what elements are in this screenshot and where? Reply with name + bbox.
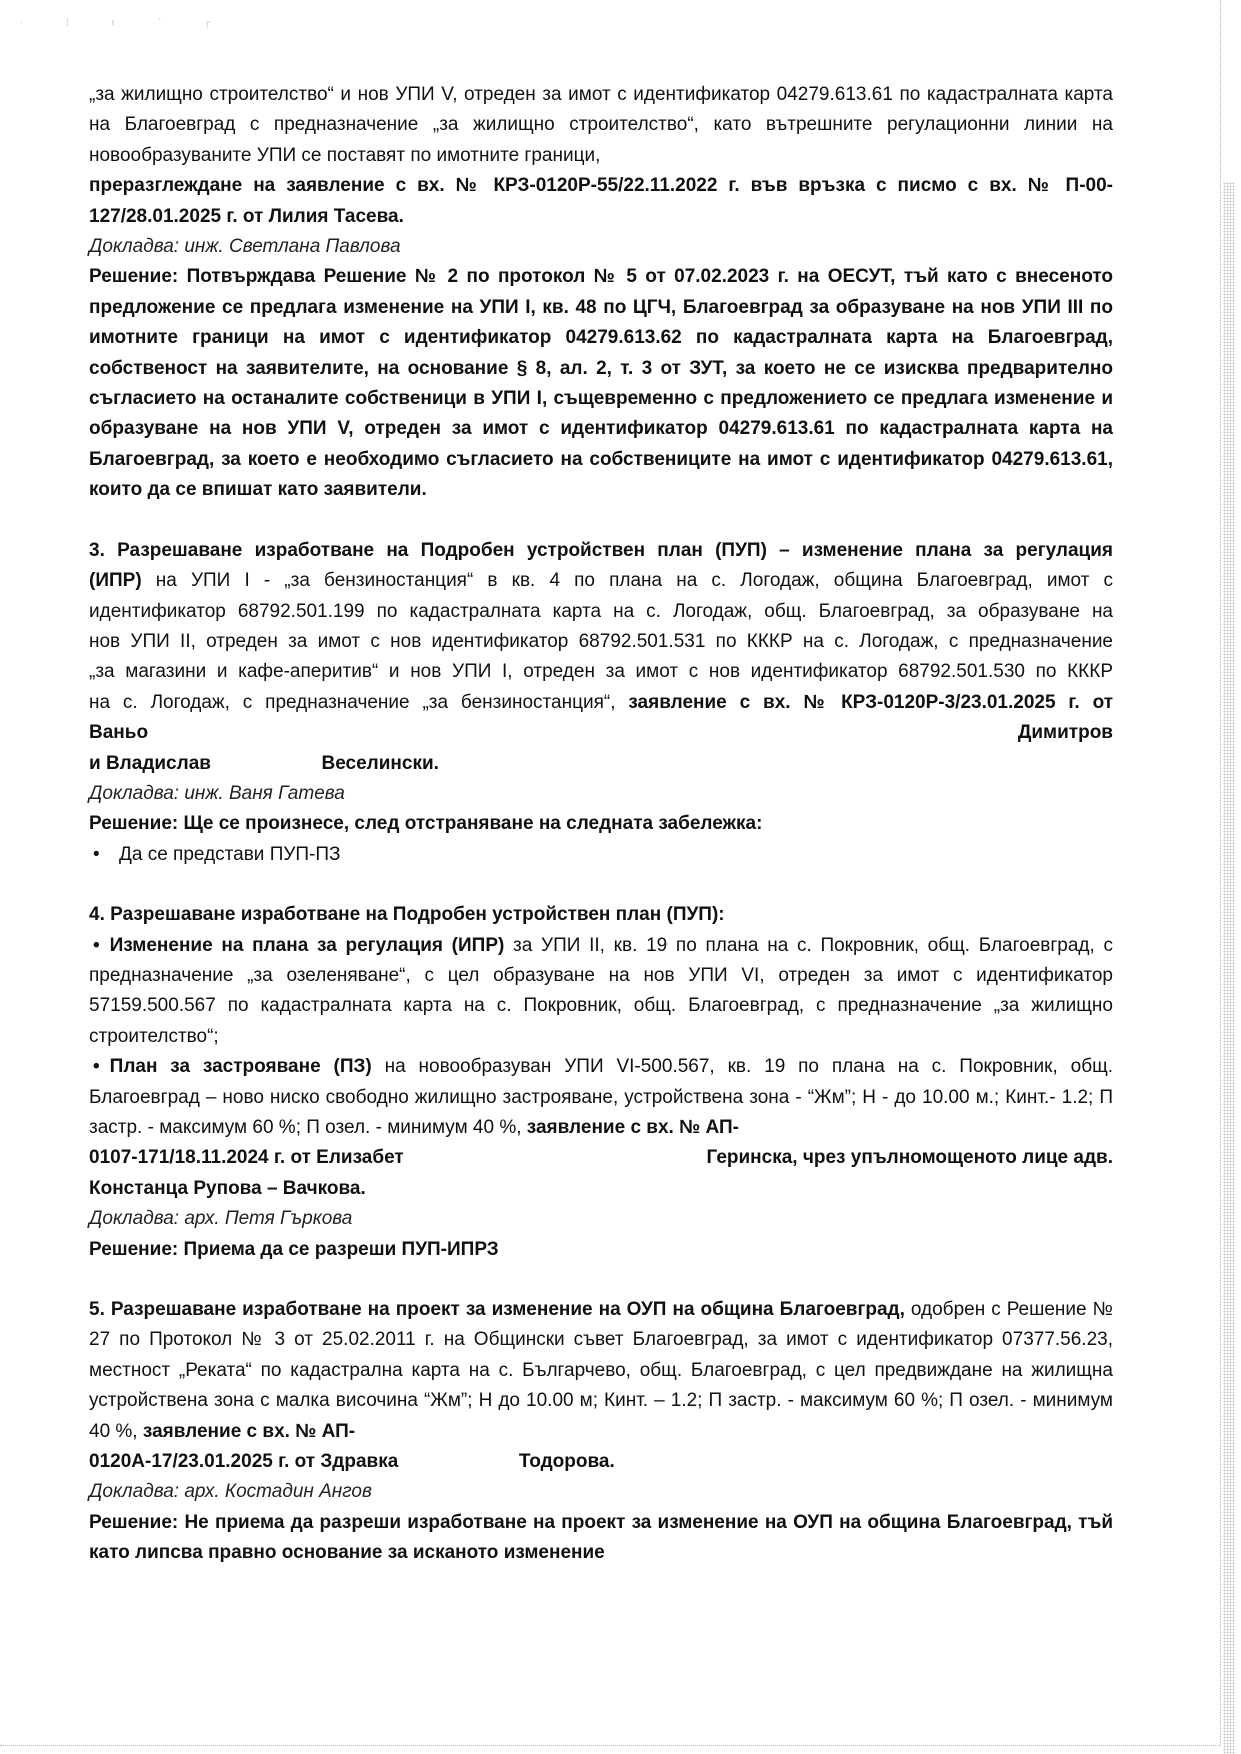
item-5-application-number: 0120А-17/23.01.2025 г. от Здравка (89, 1451, 399, 1473)
item-4-application: заявление с вх. № АП- (526, 1117, 740, 1138)
item-5 (89, 1295, 1113, 1569)
item-3-title: Разрешаване изработване на Подробен устройствен план (ПУП) – изменение плана за регулация (ИПР) (89, 539, 1114, 592)
item-3-decision: Решение: Ще се произнесе, след отстраняване на следната забележка: (89, 813, 763, 835)
item-4-heading (89, 900, 1113, 930)
item-5-description (89, 1295, 1113, 1447)
item-3-description (89, 536, 1113, 749)
spacer (89, 1265, 1113, 1295)
item-3-reporter: Докладва: инж. Ваня Гатева (89, 782, 345, 804)
item-4-reporter: Докладва: арх. Петя Гъркова (89, 1208, 353, 1230)
item-3-applicant-2: и Владислав (89, 752, 211, 774)
item-3-note-text: Да се представи ПУП-ПЗ (119, 843, 341, 865)
item-4-bullet-1 (89, 931, 1113, 1053)
bullet-icon: • (93, 843, 100, 865)
item-4-bullet-2 (89, 1052, 1113, 1143)
item-5-decision: Решение: Не приема да разреши изработване на проект за изменение на ОУП на община Благоевград, тъй като липсва правно основание за исканото изменение (89, 1511, 1113, 1564)
item-3 (89, 536, 1113, 870)
item-3-application-line-2 (89, 749, 1113, 779)
item-4-bullet-1-title: Изменение на плана за регулация (ИПР) (109, 934, 505, 956)
item-4-application-number: 0107-171/18.11.2024 г. от Елизабет (89, 1147, 404, 1169)
item-5-title: Разрешаване изработване на проект за изменение на ОУП на община Благоевград, (110, 1299, 905, 1321)
document-body (89, 80, 1113, 1569)
item-4-title: Разрешаване изработване на Подробен устройствен план (ПУП): (110, 904, 725, 926)
item-4-bullet-1-text: за УПИ II, кв. 19 по плана на с. Покровник, общ. Благоевград, с предназначение „за озеленяване“, с цел образуване на нов УПИ VI, отреден за имот с идентификатор 57159.500.567 по кадастралната карта на с. Покровник, общ. Благоевград, с предназначение „за жилищно строителство“; (89, 934, 1113, 1047)
scan-specks: · ¦ ı ˊ ┌ (20, 18, 230, 28)
item-4-bullet-2-text: на новообразуван УПИ VI-500.567, кв. 19 по плана на с. Покровник, общ. Благоевград – ново ниско свободно жилищно застрояване, устройствена зона - “Жм”; Н - до 10.00 м.; Кинт.- 1.2; П застр. - максимум 60 %; П озел. - минимум 40 %, (89, 1056, 1113, 1138)
item-4-decision: Решение: Приема да се разреши ПУП-ИПРЗ (89, 1238, 499, 1260)
item-4-bullet-2-title: План за застрояване (ПЗ) (109, 1056, 372, 1078)
bullet-icon: • (93, 1056, 100, 1078)
item-4 (89, 900, 1113, 1265)
item-5-application: заявление с вх. № АП- (142, 1420, 356, 1442)
scan-halftone-strip (1223, 182, 1235, 1754)
item-3-body: на УПИ I - „за бензиностанция“ в кв. 4 по плана на с. Логодаж, община Благоевград, имот с идентификатор 68792.501.199 по кадастралната карта на с. Логодаж, общ. Благоевград, за образуване на нов УПИ II, отреден за имот с нов идентификатор 68792.501.531 по КККР на с. Логодаж, с предназначение „за магазини и кафе-аперитив“ и нов УПИ I, отреден за имот с нов идентификатор 68792.501.530 по КККР на с. Логодаж, с предназначение „за бензиностанция“, (89, 570, 1113, 713)
item-4-application-line-2 (89, 1143, 1113, 1173)
item-3-applicant-surname-2: Веселински. (321, 752, 439, 774)
spacer (89, 506, 1113, 536)
item-4-number: 4. (89, 904, 105, 926)
item-3-note (89, 840, 1113, 870)
item-2-description: „за жилищно строителство“ и нов УПИ V, отреден за имот с идентификатор 04279.613.61 по кадастралната карта на Благоевград с предназначение „за жилищно строителство“, като вътрешните регулационни линии на новообразуваните УПИ се поставят по имотните граници, (89, 84, 1113, 166)
scan-edge-bottom (0, 1745, 1220, 1747)
item-3-number: 3. (89, 539, 105, 561)
item-2-continuation (89, 80, 1113, 506)
item-4-proxy-name: Констанца Рупова – Вачкова. (89, 1177, 366, 1199)
item-5-application-line-2 (89, 1447, 1113, 1477)
item-3-application: заявление с вх. № КРЗ-0120Р-3/23.01.2025 г. от Ваньо (89, 691, 1114, 744)
item-3-applicant-surname-1: Димитров (1017, 722, 1113, 744)
item-5-body: одобрен с Решение № 27 по Протокол № 3 от 25.02.2011 г. на Общински съвет Благоевград, за имот с идентификатор 07377.56.23, местност „Реката“ по кадастрална карта на с. Българчево, общ. Благоевград, с цел предвиждане на жилищна устройствена зона с малка височина “Жм”; Н до 10.00 м; Кинт. – 1.2; П застр. - максимум 60 %; П озел. - минимум 40 %, (89, 1299, 1113, 1442)
item-5-reporter: Докладва: арх. Костадин Ангов (89, 1481, 372, 1503)
item-2-decision: Решение: Потвърждава Решение № 2 по протокол № 5 от 07.02.2023 г. на ОЕСУТ, тъй като с внесеното предложение се предлага изменение на УПИ I, кв. 48 по ЦГЧ, Благоевград за образуване на нов УПИ III по имотните граници на имот с идентификатор 04279.613.62 по кадастралната карта на Благоевград, собственост на заявителите, на основание § 8, ал. 2, т. 3 от ЗУТ, за което не се изисква предварително съгласието на останалите собственици в УПИ I, същевременно с предложението се предлага изменение и образуване на нов УПИ V, отреден за имот с идентификатор 04279.613.61 по кадастралната карта на Благоевград, за което е необходимо съгласието на собствениците на имот с идентификатор 04279.613.61, които да се впишат като заявители. (89, 266, 1113, 501)
item-5-number: 5. (89, 1299, 105, 1321)
item-2-reporter: Докладва: инж. Светлана Павлова (89, 236, 401, 258)
item-2-application: преразглеждане на заявление с вх. № КРЗ-0120Р-55/22.11.2022 г. във връзка с писмо с вх. № П-00-127/28.01.2025 г. от Лилия Тасева. (89, 175, 1113, 227)
bullet-icon: • (93, 934, 100, 956)
spacer (89, 870, 1113, 900)
scan-edge-right (1220, 0, 1222, 1745)
item-5-applicant-surname: Тодорова. (518, 1451, 615, 1473)
item-4-application-proxy: Геринска, чрез упълномощеното лице адв. (706, 1147, 1113, 1169)
